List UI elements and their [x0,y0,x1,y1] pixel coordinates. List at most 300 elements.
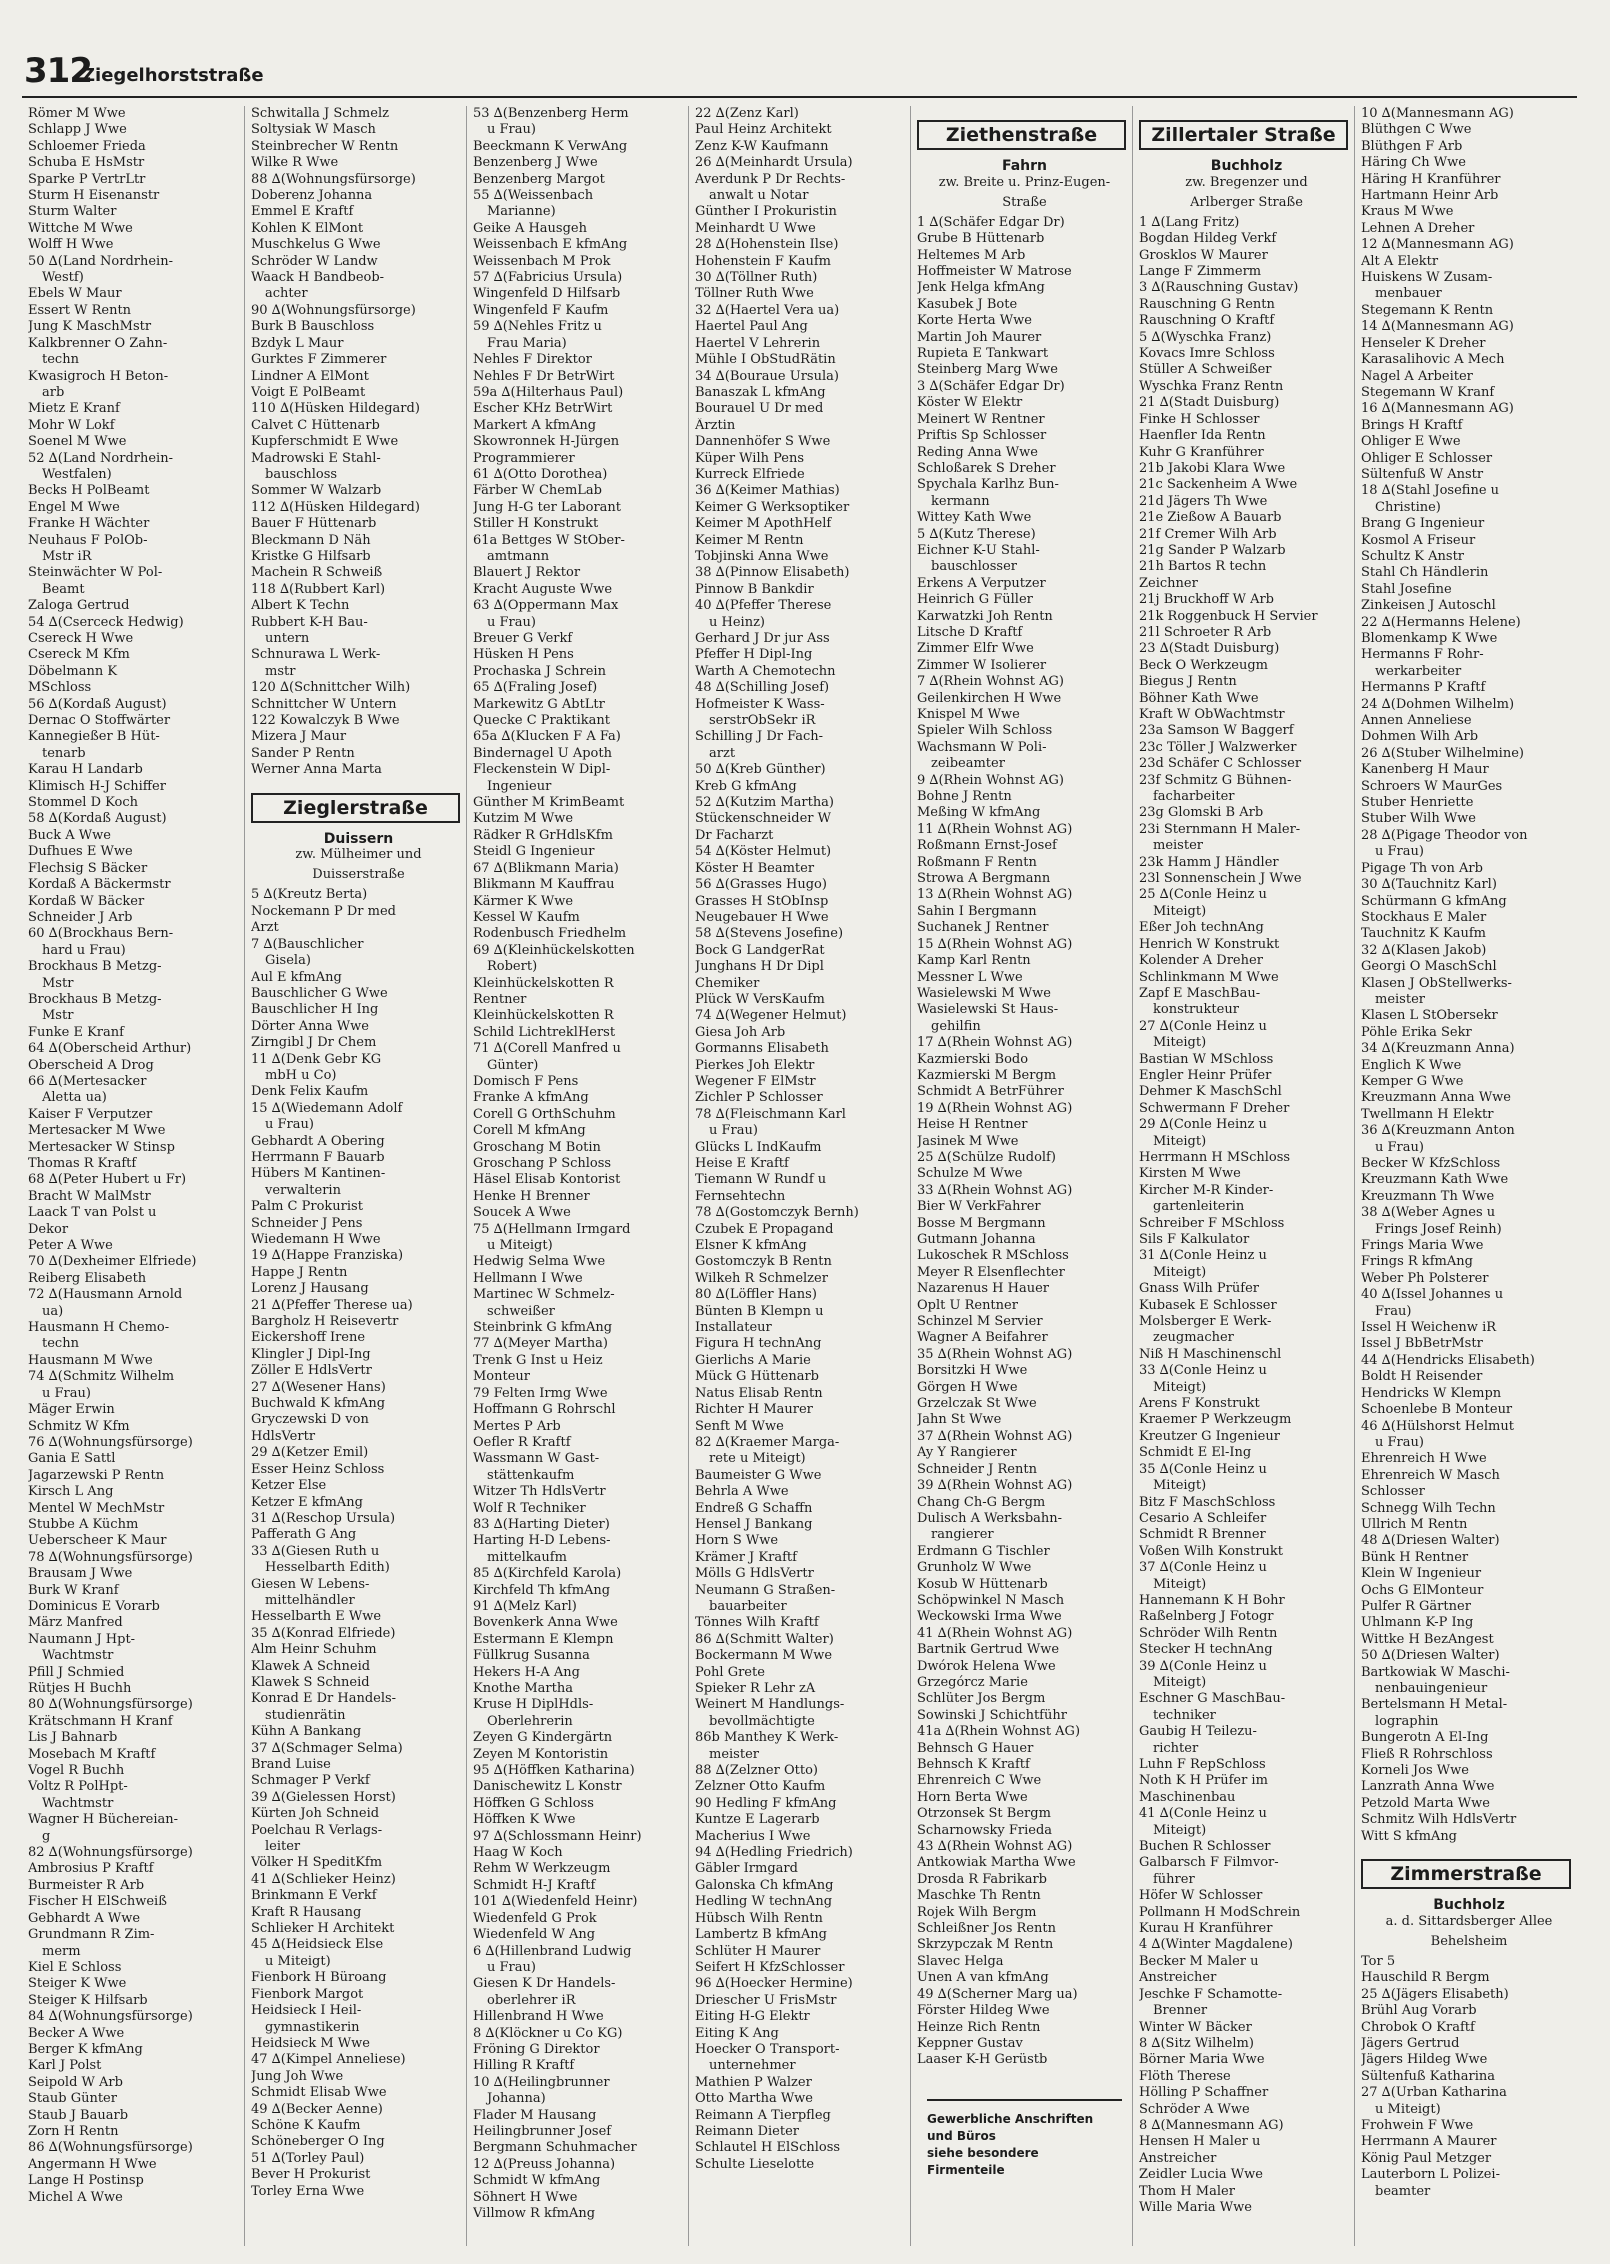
directory-entry: 41 ∆(Rhein Wohnst AG) [917,1625,1073,1641]
directory-entry: 69 ∆(Kleinhückelskotten [473,942,635,958]
column-6 [1132,106,1354,2246]
directory-entry: Pulfer R Gärtner [1361,1598,1471,1614]
directory-entry: Kalkbrenner O Zahn- [28,335,168,351]
directory-entry: Schnittcher W Untern [251,696,397,712]
directory-entry: Spychala Karlhz Bun- [917,477,1059,493]
directory-entry: Dufhues E Wwe [28,844,133,860]
directory-entry: 36 ∆(Keimer Mathias) [695,483,840,499]
directory-entry: meister [709,1746,759,1762]
directory-entry: Spieker R Lehr zA [695,1681,816,1696]
directory-entry: Wassmann W Gast- [473,1451,600,1467]
directory-entry: Essert W Rentn [28,302,132,318]
directory-entry: Rädker R GrHdlsKfm [473,827,613,843]
directory-entry: Kupferschmidt E Wwe [251,434,399,450]
directory-entry: unternehmer [709,2058,796,2074]
directory-entry: 59a ∆(Hilterhaus Paul) [473,384,624,400]
directory-entry: 21j Bruckhoff W Arb [1139,592,1274,608]
directory-entry: Heise E Kraftf [695,1156,789,1171]
directory-entry: Richter H Maurer [695,1402,813,1418]
directory-entry: Kazmierski M Bergm [917,1067,1057,1083]
directory-entry: Rauschning O Kraftf [1139,313,1275,329]
directory-entry: Huiskens W Zusam- [1361,270,1493,286]
directory-entry: Schwermann F Dreher [1139,1100,1290,1116]
directory-entry: Kraft R Hausang [251,1904,362,1920]
directory-entry: arb [42,384,65,400]
directory-entry: Hekers H-A Ang [473,1664,580,1680]
directory-entry: 7 ∆(Bauschlicher [251,936,364,952]
directory-entry: Marianne) [487,204,556,220]
directory-entry: 10 ∆(Heilingbrunner [473,2074,610,2090]
directory-entry: Witzer Th HdlsVertr [473,1484,606,1500]
directory-columns [22,106,1577,2246]
directory-entry: 56 ∆(Kordaß August) [28,696,167,712]
directory-entry: Hausmann H Chemo- [28,1320,170,1336]
directory-entry: Berger K kfmAng [28,2041,143,2057]
directory-entry: bauarbeiter [709,1598,787,1614]
directory-entry: Schlautel H ElSchloss [695,2140,841,2156]
directory-entry: 49 ∆(Becker Aenne) [251,2101,383,2117]
directory-entry: Cesario A Schleifer [1139,1510,1267,1526]
directory-entry: Tönnes Wilh Kraftf [695,1615,819,1631]
directory-entry: Soenel M Wwe [28,434,127,450]
directory-entry: Steiger K Wwe [28,1976,127,1992]
directory-entry: Esser Heinz Schloss [251,1461,385,1477]
directory-entry: anwalt u Notar [709,188,809,204]
directory-entry: Mizera J Maur [251,729,347,745]
directory-entry: Grzegórcz Marie [917,1674,1028,1690]
directory-entry: mittelhändler [265,1592,355,1608]
directory-entry: 61a Bettges W StOber- [473,532,625,548]
directory-entry: Klawek S Schneid [251,1674,370,1690]
directory-entry: Eiting K Ang [695,2025,779,2041]
directory-entry: Kristke G Hilfsarb [251,548,371,564]
directory-entry: Schröder Wilh Rentn [1139,1625,1278,1641]
directory-entry: rangierer [931,1527,994,1543]
directory-entry: Steinberg Marg Wwe [917,362,1058,378]
footnote-line: und Büros [927,2128,996,2143]
directory-entry: 54 ∆(Cserceck Hedwig) [28,614,184,630]
directory-entry: 15 ∆(Wiedemann Adolf [251,1100,403,1116]
directory-entry: Klingler J Dipl-Ing [251,1346,371,1362]
directory-entry: Schröder W Landw [251,253,378,269]
directory-entry: Peter A Wwe [28,1238,113,1254]
directory-entry: Chang Ch-G Bergm [917,1494,1046,1510]
directory-entry: Zöller E HdlsVertr [251,1363,372,1379]
directory-entry: Drosda R Fabrikarb [917,1871,1048,1887]
directory-entry: Skrzypczak M Rentn [917,1937,1054,1953]
directory-entry: Heidsieck I Heil- [251,2003,362,2019]
directory-entry: 71 ∆(Corell Manfred u [473,1041,621,1057]
directory-entry: Karasalihovic A Mech [1361,352,1505,368]
directory-entry: Stahl Ch Händlerin [1361,565,1489,581]
directory-entry: Kraft W ObWachtmstr [1139,707,1285,722]
directory-entry: 17 ∆(Rhein Wohnst AG) [917,1035,1073,1051]
directory-entry: Färber W ChemLab [473,483,603,499]
directory-entry: Domisch F Pens [473,1073,579,1089]
directory-entry: 35 ∆(Konrad Elfriede) [251,1625,396,1641]
directory-entry: Sültenfuß Katharina [1361,2068,1496,2084]
directory-entry: 21b Jakobi Klara Wwe [1139,460,1286,476]
directory-entry: Gurktes F Zimmerer [251,352,387,368]
directory-entry: Dehmer K MaschSchl [1139,1084,1282,1100]
directory-entry: Villmow R kfmAng [473,2206,596,2221]
directory-entry: Sturm Walter [28,204,117,220]
directory-entry: Dominicus E Vorarb [28,1598,160,1614]
directory-entry: 37 ∆(Conle Heinz u [1139,1560,1267,1576]
directory-entry: Neuhaus F PolOb- [28,532,148,548]
directory-entry: Klasen J ObStellwerks- [1361,975,1512,991]
directory-entry: Sommer W Walzarb [251,483,382,499]
directory-entry: Dr Facharzt [695,827,774,843]
directory-entry: Alt A Elektr [1361,253,1439,269]
directory-entry: 66 ∆(Mertesacker [28,1073,147,1089]
directory-entry: 86b Manthey K Werk- [695,1730,839,1746]
directory-entry: 23l Sonnenschein J Wwe [1139,871,1302,887]
directory-entry: Sparke P VertrLtr [28,171,146,187]
directory-entry: Dwórok Helena Wwe [917,1658,1056,1674]
directory-entry: Stüller A Schweißer [1139,362,1272,378]
directory-entry: Hellmann I Wwe [473,1270,583,1286]
directory-entry: 11 ∆(Rhein Wohnst AG) [917,821,1073,837]
directory-entry: u Frau) [487,1959,536,1975]
directory-entry: Mohr W Lokf [28,417,115,433]
directory-entry: Bertelsmann H Metal- [1361,1697,1508,1713]
directory-entry: Ketzer Else [251,1478,327,1494]
directory-entry: 122 Kowalczyk B Wwe [251,713,400,729]
directory-entry: 37 ∆(Schmager Selma) [251,1740,403,1756]
directory-entry: Kraus M Wwe [1361,204,1454,220]
directory-entry: Wachsmann W Poli- [917,739,1047,755]
directory-entry: 5 ∆(Kreutz Berta) [251,887,368,903]
directory-entry: Rauschning G Rentn [1139,296,1275,312]
directory-entry: Palm C Prokurist [251,1199,363,1215]
directory-entry: Heidsieck M Wwe [251,2035,370,2051]
directory-entry: 32 ∆(Haertel Vera ua) [695,302,840,318]
directory-entry: Beck O Werkzeugm [1139,657,1268,673]
directory-entry: 118 ∆(Rubbert Karl) [251,581,386,597]
directory-entry: Aul E kfmAng [251,969,342,985]
directory-entry: Issel H Weichenw iR [1361,1320,1497,1336]
directory-entry: Messner L Wwe [917,969,1023,985]
directory-entry: stättenkaufm [487,1467,575,1483]
directory-entry: Bracht W MalMstr [28,1188,151,1204]
directory-entry: Sahin I Bergmann [917,903,1037,919]
directory-entry: Kreuzmann Th Wwe [1361,1188,1495,1204]
directory-entry: Glücks L IndKaufm [695,1139,822,1155]
directory-entry: u Frau) [1375,844,1424,860]
directory-entry: Albert K Techn [251,598,350,614]
directory-entry: Schürmann G kfmAng [1361,893,1507,909]
directory-entry: Mstr iR [42,548,92,564]
directory-entry: Höfer W Schlosser [1139,1888,1263,1904]
directory-entry: Wasielewski St Haus- [917,1002,1059,1018]
directory-entry: Gerhard J Dr jur Ass [695,631,830,646]
directory-entry: Becker A Wwe [28,2025,125,2041]
directory-entry: 18 ∆(Stahl Josefine u [1361,483,1500,499]
directory-entry: konstrukteur [1153,1002,1239,1018]
directory-entry: Geike A Hausgeh [473,220,587,236]
directory-entry: Rubbert K-H Bau- [251,614,368,630]
directory-entry: Hesselbarth Edith) [265,1560,390,1576]
directory-entry: 22 ∆(Zenz Karl) [695,106,799,121]
directory-entry: Biegus J Rentn [1139,674,1237,690]
directory-entry: Bastian W MSchloss [1139,1051,1274,1067]
directory-entry: Markewitz G AbtLtr [473,696,605,712]
directory-entry: Estermann E Klempn [473,1631,614,1647]
directory-entry: Brand Luise [251,1757,331,1772]
directory-entry: Annen Anneliese [1361,713,1472,729]
directory-entry: Czubek E Propagand [695,1221,834,1237]
directory-entry: Kurreck Elfriede [695,466,805,482]
directory-entry: Niß H Maschinenschl [1139,1346,1282,1362]
directory-entry: lographin [1375,1713,1439,1729]
directory-entry: Häring Ch Wwe [1361,155,1466,171]
directory-entry: Suchanek J Rentner [917,920,1049,936]
directory-entry: Klimisch H-J Schiffer [28,778,166,794]
directory-entry: 79 Felten Irmg Wwe [473,1385,608,1401]
directory-entry: Konrad E Dr Handels- [251,1691,397,1707]
directory-entry: Grundmann R Zim- [28,1927,155,1943]
directory-entry: Klawek A Schneid [251,1658,371,1674]
directory-entry: Höffken G Schloss [473,1795,594,1811]
directory-entry: 29 ∆(Ketzer Emil) [251,1445,369,1461]
directory-entry: Boldt H Reisender [1361,1369,1483,1385]
directory-entry: Beamt [42,581,85,597]
directory-entry: Skowronnek H-Jürgen [473,434,620,450]
directory-entry: Ärztin [695,417,736,433]
directory-entry: Kordaß W Bäcker [28,893,145,909]
directory-entry: Mölls G HdlsVertr [695,1566,814,1582]
directory-entry: 25 ∆(Conle Heinz u [1139,887,1267,903]
directory-entry: Litsche D Kraftf [917,624,1023,640]
directory-entry: 74 ∆(Wegener Helmut) [695,1008,847,1024]
directory-entry: Schreiber F MSchloss [1139,1215,1285,1231]
directory-entry: Brockhaus B Metzg- [28,991,162,1007]
directory-entry: 21f Cremer Wilh Arb [1139,526,1277,542]
directory-entry: Baumeister G Wwe [695,1467,822,1483]
directory-entry: u Frau) [1375,1139,1424,1155]
directory-entry: 21l Schroeter R Arb [1139,624,1272,640]
directory-entry: Lehnen A Dreher [1361,220,1475,236]
directory-entry: 26 ∆(Meinhardt Ursula) [695,155,853,171]
directory-entry: amtmann [487,548,550,564]
directory-entry: Brings H Kraftf [1361,417,1463,433]
directory-entry: Mertesacker M Wwe [28,1123,166,1139]
directory-entry: untern [265,631,310,646]
directory-entry: 7 ∆(Rhein Wohnst AG) [917,674,1064,690]
directory-entry: 78 ∆(Fleischmann Karl [695,1106,846,1122]
directory-entry: Hausmann M Wwe [28,1352,153,1368]
directory-entry: Kleinhückelskotten R [473,975,614,991]
directory-entry: 15 ∆(Rhein Wohnst AG) [917,936,1073,952]
directory-entry: Zeyen M Kontoristin [473,1746,609,1762]
directory-entry: Kasubek J Bote [917,296,1018,312]
directory-entry: 86 ∆(Schmitt Walter) [695,1631,834,1647]
directory-entry: Maschinenbau [1139,1789,1236,1805]
street-range: Straße [1002,194,1047,210]
directory-entry: arzt [709,745,736,761]
directory-entry: Stockhaus E Maler [1361,909,1487,925]
directory-entry: Kreb G kfmAng [695,778,797,794]
directory-entry: Raßelnberg J Fotogr [1139,1609,1274,1625]
directory-entry: Warth A Chemotechn [695,663,836,679]
directory-entry: Jagarzewski P Rentn [28,1467,165,1483]
directory-entry: Buchen R Schlosser [1139,1839,1271,1855]
directory-entry: Knothe Martha [473,1681,573,1696]
directory-entry: 23 ∆(Stadt Duisburg) [1139,641,1280,657]
directory-entry: 6 ∆(Hillenbrand Ludwig [473,1943,632,1959]
directory-entry: Driescher U FrisMstr [695,1992,837,2008]
directory-entry: 31 ∆(Reschop Ursula) [251,1510,396,1526]
directory-entry: Bünk H Rentner [1361,1549,1469,1565]
directory-entry: Schinzel M Servier [917,1314,1043,1330]
directory-entry: Herrmann F Bauarb [251,1149,385,1165]
directory-entry: Danischewitz L Konstr [473,1779,622,1795]
directory-entry: Reimann A Tierpfleg [695,2107,831,2123]
directory-entry: Schloßarek S Dreher [917,460,1056,476]
column-5 [910,106,1132,2246]
directory-entry: g [42,1828,51,1844]
directory-entry: Pollmann H ModSchrein [1139,1904,1301,1920]
directory-entry: nenbauingenieur [1375,1681,1488,1696]
directory-entry: Werner Anna Marta [251,762,382,778]
directory-entry: Gutmann Johanna [917,1232,1036,1247]
directory-entry: 50 ∆(Kreb Günther) [695,762,826,778]
directory-entry: Aletta ua) [42,1090,107,1106]
directory-entry: Ebels W Maur [28,286,122,302]
directory-entry: Flechsig S Bäcker [28,860,148,876]
directory-entry: 96 ∆(Hoecker Hermine) [695,1976,853,1992]
directory-entry: Bergmann Schuhmacher [473,2140,637,2156]
directory-entry: Figura H technAng [695,1336,822,1352]
directory-entry: 21g Sander P Walzarb [1139,542,1286,558]
directory-entry: Zapf E MaschBau- [1139,985,1261,1001]
directory-entry: Otrzonsek St Bergm [917,1806,1051,1822]
directory-entry: Miteigt) [1153,1035,1207,1051]
directory-entry: 85 ∆(Kirchfeld Karola) [473,1566,622,1582]
directory-entry: 24 ∆(Dohmen Wilhelm) [1361,696,1515,712]
directory-entry: Thom H Maler [1139,2183,1235,2199]
directory-entry: Behnsch G Hauer [917,1740,1034,1756]
directory-entry: Vogel R Buchh [28,1763,125,1779]
directory-entry: 82 ∆(Wohnungsfürsorge) [28,1845,193,1861]
directory-entry: Kiel E Schloss [28,1959,122,1975]
directory-entry: Martin Joh Maurer [917,329,1042,345]
directory-entry: 3 ∆(Rauschning Gustav) [1139,280,1299,296]
directory-entry: Luhn F RepSchloss [1139,1757,1266,1772]
directory-entry: 32 ∆(Klasen Jakob) [1361,942,1487,958]
directory-entry: mittelkaufm [487,1549,567,1565]
directory-entry: Jung K MaschMstr [28,319,152,335]
directory-entry: Ohliger E Schlosser [1361,450,1493,466]
directory-entry: 54 ∆(Köster Helmut) [695,844,832,860]
directory-entry: Rentner [473,991,527,1007]
directory-entry: Gebhardt A Obering [251,1133,385,1149]
directory-entry: merm [42,1943,81,1959]
directory-entry: Mstr [42,975,74,991]
directory-entry: Emmel E Kraftf [251,204,354,220]
directory-entry: Schultz K Anstr [1361,548,1465,564]
directory-entry: 80 ∆(Löffler Hans) [695,1287,817,1303]
directory-entry: 77 ∆(Meyer Martha) [473,1336,608,1352]
directory-entry: Wiedemann H Wwe [251,1232,381,1247]
directory-entry: Fernsehtechn [695,1188,786,1204]
directory-entry: Wachtmstr [42,1648,114,1664]
directory-entry: Börner Maria Wwe [1139,2052,1265,2068]
directory-entry: Tiemann W Rundf u [695,1172,827,1188]
directory-entry: Schoenlebe B Monteur [1361,1402,1513,1418]
directory-entry: Noth K H Prüfer im [1139,1773,1268,1789]
directory-entry: tenarb [42,745,86,761]
directory-entry: Escher KHz BetrWirt [473,401,613,417]
directory-entry: Steinbrecher W Rentn [251,138,399,154]
directory-entry: 35 ∆(Rhein Wohnst AG) [917,1346,1073,1362]
directory-entry: Tobjinski Anna Wwe [695,548,829,564]
directory-entry: Galbarsch F Filmvor- [1139,1855,1279,1871]
directory-entry: u Heinz) [709,614,765,630]
directory-entry: Schneider J Arb [28,909,133,925]
directory-entry: Karwatzki Joh Rentn [917,608,1053,624]
directory-entry: Neumann G Straßen- [695,1582,836,1598]
directory-entry: Voigt E PolBeamt [251,384,366,400]
directory-entry: Meinhardt U Wwe [695,220,816,236]
directory-entry: Keppner Gustav [917,2035,1023,2051]
directory-entry: Kanenberg H Maur [1361,762,1489,778]
directory-entry: Seipold W Arb [28,2074,123,2090]
directory-entry: u Frau) [487,614,536,630]
directory-entry: 47 ∆(Kimpel Anneliese) [251,2052,406,2068]
directory-entry: werkarbeiter [1375,663,1462,679]
directory-entry: Schmidt H-J Kraftf [473,1877,596,1893]
directory-entry: Henrich W Konstrukt [1139,936,1280,952]
directory-entry: Meyer R Elsenflechter [917,1264,1065,1280]
directory-entry: 60 ∆(Brockhaus Bern- [28,926,174,942]
directory-entry: Plück W VersKaufm [695,991,825,1007]
directory-entry: Zorn H Rentn [28,2123,119,2139]
directory-entry: 64 ∆(Oberscheid Arthur) [28,1041,192,1057]
directory-entry: Schöpwinkel N Masch [917,1592,1065,1608]
directory-entry: 61 ∆(Otto Dorothea) [473,466,608,482]
directory-entry: 27 ∆(Wesener Hans) [251,1379,386,1395]
directory-entry: Strowa A Bergmann [917,871,1051,887]
directory-entry: Wingenfeld F Kaufm [473,302,609,318]
directory-entry: 41 ∆(Schlieker Heinz) [251,1871,396,1887]
directory-entry: Westfalen) [42,466,112,482]
directory-entry: Haag W Koch [473,1845,563,1861]
directory-entry: Arens F Konstrukt [1139,1396,1260,1412]
directory-entry: 41a ∆(Rhein Wohnst AG) [917,1724,1081,1740]
directory-entry: Völker H SpeditKfm [251,1855,383,1871]
directory-entry: Schöneberger O Ing [251,2134,385,2150]
directory-entry: u Frau) [42,1385,91,1401]
directory-entry: 46 ∆(Hülshorst Helmut [1361,1418,1514,1434]
directory-entry: Ueberscheer K Maur [28,1533,167,1549]
directory-entry: Westf) [42,270,84,286]
directory-entry: Lange H Postinsp [28,2173,144,2189]
directory-entry: Küper Wilh Pens [695,450,805,466]
directory-entry: Schmidt W kfmAng [473,2173,601,2189]
directory-entry: Wittke H BezAngest [1361,1631,1494,1647]
directory-entry: 80 ∆(Wohnungsfürsorge) [28,1697,193,1713]
directory-entry: techn [42,1336,79,1352]
directory-entry: Haenfler Ida Rentn [1139,428,1266,444]
directory-entry: Maschke Th Rentn [917,1888,1041,1904]
directory-entry: 56 ∆(Grasses Hugo) [695,877,827,893]
directory-entry: Elsner K kfmAng [695,1238,807,1254]
directory-entry: 23a Samson W Baggerf [1139,723,1294,739]
directory-entry: Soltysiak W Masch [251,122,376,138]
directory-entry: Stuber Wilh Wwe [1361,811,1477,827]
